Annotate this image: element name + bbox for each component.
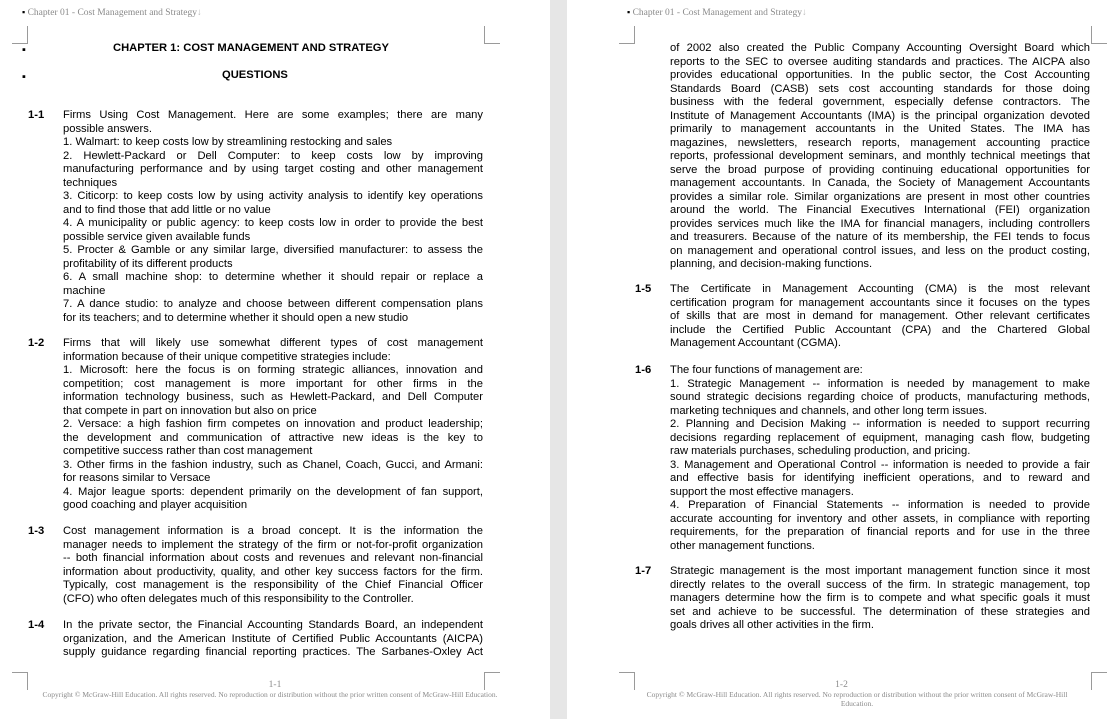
text-line: reports, professional development seminars, and monthly technical meetings that: [670, 150, 1090, 162]
text-line: competition; cost management is more important for other firms in the: [63, 377, 483, 390]
bullet-mark: ▪: [22, 71, 26, 83]
question-1-2-text: [63, 337, 483, 513]
text-line: management accountants. In Canada, the Society of Management Accountants: [670, 177, 1090, 189]
text-line: 1. Walmart: to keep costs low by streamlining restocking and sales: [63, 136, 393, 148]
text-line: -- both financial information about costs and revenues and relevant non-financial: [63, 552, 483, 564]
chapter-title: CHAPTER 1: COST MANAGEMENT AND STRATEGY: [113, 42, 389, 54]
text-line: (CFO) who often delegates much of this responsibility to the Controller.: [63, 592, 414, 605]
text-line: 4. Major league sports: dependent primarily on the development of fan support,: [63, 485, 483, 498]
text-line: 3. Other firms in the fashion industry, such as Chanel, Coach, Gucci, and Armani:: [63, 458, 483, 471]
text-line: requirements, for the preparation of financial reports and for use in the three: [670, 526, 1090, 538]
text-line: Cost management information is a broad concept. It is the information the: [63, 525, 483, 537]
text-line: Firms Using Cost Management. Here are some examples; there are many: [63, 109, 483, 121]
crop-mark-top-left: [12, 26, 28, 44]
text-line: support the most effective managers.: [670, 485, 854, 498]
text-line: of skills that are most in demand for management. Other relevant certificates: [670, 310, 1090, 322]
text-line: the development and communication of attractive new ideas is the key to: [63, 431, 483, 444]
text-line: competitive success rather than cost management: [63, 445, 313, 457]
text-line: Management Accountant (CGMA).: [670, 337, 841, 349]
text-line: directly relates to the overall success of the firm. In strategic management, top: [670, 578, 1090, 591]
text-line: planning, and decision-making functions.: [670, 258, 873, 270]
text-line: 2. Hewlett-Packard or Dell Computer: to keep costs low by improving: [63, 149, 483, 162]
text-line: that compete in part on innovation but also on price: [63, 404, 317, 417]
text-line: goals drives all other activities in the firm.: [670, 619, 874, 631]
text-line: primarily to management accountants in the United States. The IMA has: [670, 123, 1090, 135]
running-header: ▪ Chapter 01 - Cost Management and Strategy↓: [627, 7, 807, 18]
text-line: 1. Microsoft: here the focus is on forming strategic alliances, innovation and: [63, 364, 483, 376]
document-page-2: [567, 0, 1116, 719]
text-line: and effective basis for identifying inefficient operations, and to reward and: [670, 472, 1090, 484]
text-line: for its teachers; and to determine whether it should open a new studio: [63, 311, 409, 324]
text-line: on management and operational control issues, and less on the product costing,: [670, 244, 1090, 257]
text-line: managers determine how the firm is to compete and what specific goals it must: [670, 592, 1090, 604]
question-1-4-text: [63, 619, 483, 660]
crop-mark-top-left: [619, 26, 635, 44]
text-line: machine: [63, 284, 106, 297]
page-number: 1-1: [268, 680, 282, 690]
text-line: for reasons similar to Versace: [63, 472, 211, 484]
text-line: profitability of its different products: [63, 257, 233, 270]
text-line: raw materials purchases, scheduling production, and pricing.: [670, 445, 971, 457]
bullet-mark: ▪: [22, 44, 26, 56]
text-line: reports to the SEC to oversee auditing standards and practices. The AICPA also: [670, 55, 1090, 68]
question-1-6-text: [670, 364, 1090, 553]
text-line: 3. Management and Operational Control -- information is needed to provide a fair: [670, 458, 1090, 471]
text-line: sound strategic decisions regarding choice of products, manufacturing methods,: [670, 391, 1090, 403]
text-line: supply guidance regarding financial reporting practices. The Sarbanes-Oxley Act: [63, 646, 483, 658]
text-line: certification program for management accountants since it focuses on the types: [670, 296, 1090, 309]
text-line: provides a similar role. Similar organizations are present in most other countries: [670, 190, 1090, 203]
text-line: Strategic management is the most important management function since it most: [670, 565, 1090, 577]
running-header: ▪ Chapter 01 - Cost Management and Strategy↓: [22, 7, 202, 18]
text-line: techniques: [63, 176, 118, 189]
text-line: manufacturing performance and by using target costing and other management: [63, 163, 483, 175]
text-line: 4. Preparation of Financial Statements -- information is needed to provide: [670, 499, 1090, 511]
text-line: possible service given available funds: [63, 230, 251, 243]
page-gutter: [550, 0, 567, 719]
text-line: 1. Strategic Management -- information is needed by management to make: [670, 377, 1090, 390]
question-number: 1-1: [28, 109, 45, 121]
question-1-4-text-continued: [670, 42, 1090, 272]
question-1-7-text: [670, 565, 1090, 633]
text-line: 4. A municipality or public agency: to keep costs low in order to provide the best: [63, 217, 483, 229]
text-line: The four functions of management are:: [670, 364, 863, 376]
text-line: information technology business, such as Hewlett-Packard, and Dell Computer: [63, 391, 483, 403]
text-line: In the private sector, the Financial Accounting Standards Board, an independent: [63, 619, 483, 631]
text-line: set and achieve to be successful. The determination of these strategies and: [670, 605, 1090, 618]
questions-heading: QUESTIONS: [222, 69, 288, 81]
text-line: include the Certified Public Accountant (CPA) and the Chartered Global: [670, 323, 1090, 336]
text-line: information because of their unique competitive strategies include:: [63, 350, 391, 363]
text-line: 2. Versace: a high fashion firm competes on innovation and product leadership;: [63, 418, 483, 430]
text-line: provides services much like the IMA for financial managers, including controllers: [670, 217, 1090, 230]
text-line: and to find those that add little or no value: [63, 203, 271, 216]
crop-mark-top-right: [484, 26, 500, 44]
question-number: 1-5: [635, 283, 652, 295]
text-line: marketing techniques and channels, and other long term issues.: [670, 404, 988, 417]
text-line: provides educational opportunities. In the public sector, the Cost Accounting: [670, 69, 1090, 81]
text-line: serve the broad purpose of providing continuing educational opportunities for: [670, 163, 1090, 176]
question-number: 1-3: [28, 525, 45, 537]
text-line: manager needs to implement the strategy of the firm or not-for-profit organization: [63, 538, 483, 551]
question-1-3-text: [63, 525, 483, 606]
text-line: and treasurers. Because of the nature of its membership, the FEI tends to focus: [670, 231, 1090, 243]
text-line: around the world. The Financial Executives International (FEI) organization: [670, 204, 1090, 216]
question-number: 1-6: [635, 364, 652, 376]
text-line: Typically, cost management is the responsibility of the Chief Financial Officer: [63, 579, 483, 591]
question-number: 1-7: [635, 565, 652, 577]
text-line: other management functions.: [670, 539, 815, 552]
text-line: Institute of Management Accountants (IMA) is the principal organization devoted: [670, 109, 1090, 122]
question-number: 1-4: [28, 619, 45, 631]
text-line: magazines, newsletters, research reports, management accounting practice: [670, 136, 1090, 149]
text-line: of 2002 also created the Public Company Accounting Oversight Board which: [670, 42, 1090, 54]
text-line: accurate accounting for inventory and other assets, in compliance with reporting: [670, 512, 1090, 525]
question-1-5-text: [670, 283, 1090, 351]
text-line: 5. Procter & Gamble or any similar large, diversified manufacturer: to assess the: [63, 244, 483, 256]
text-line: 7. A dance studio: to analyze and choose between different compensation plans: [63, 298, 483, 310]
text-line: 6. A small machine shop: to determine whether it should repair or replace a: [63, 271, 483, 283]
text-line: Firms that will likely use somewhat different types of cost management: [63, 337, 483, 349]
text-line: organization, and the American Institute of Certified Public Accountants (AICPA): [63, 632, 483, 645]
text-line: decisions regarding replacement of equipment, managing cash flow, budgeting: [670, 431, 1090, 444]
document-page-1: [0, 0, 550, 719]
page-number: 1-2: [835, 680, 848, 690]
text-line: 2. Planning and Decision Making -- information is needed to support recurring: [670, 418, 1090, 430]
crop-mark-top-right: [1091, 26, 1107, 44]
text-line: Standards Board (CASB) sets cost accounting standards for those doing: [670, 82, 1090, 95]
copyright-footer: Copyright © McGraw-Hill Education. All rights reserved. No reproduction or distribution without the prior written consent of McGraw-Hill Education.: [646, 690, 1068, 708]
text-line: business with the federal government, especially defense contractors. The: [670, 96, 1090, 108]
text-line: The Certificate in Management Accounting (CMA) is the most relevant: [670, 283, 1090, 295]
question-1-1-text: [63, 109, 483, 325]
copyright-footer: Copyright © McGraw-Hill Education. All rights reserved. No reproduction or distribution without the prior written consent of McGraw-Hill Education.: [42, 690, 498, 699]
question-number: 1-2: [28, 337, 45, 349]
text-line: information about productivity, quality, and other key success factors for the firm.: [63, 565, 483, 578]
text-line: 3. Citicorp: to keep costs low by using activity analysis to identify key operations: [63, 190, 483, 202]
text-line: possible answers.: [63, 122, 152, 135]
text-line: good coaching and player acquisition: [63, 499, 248, 511]
